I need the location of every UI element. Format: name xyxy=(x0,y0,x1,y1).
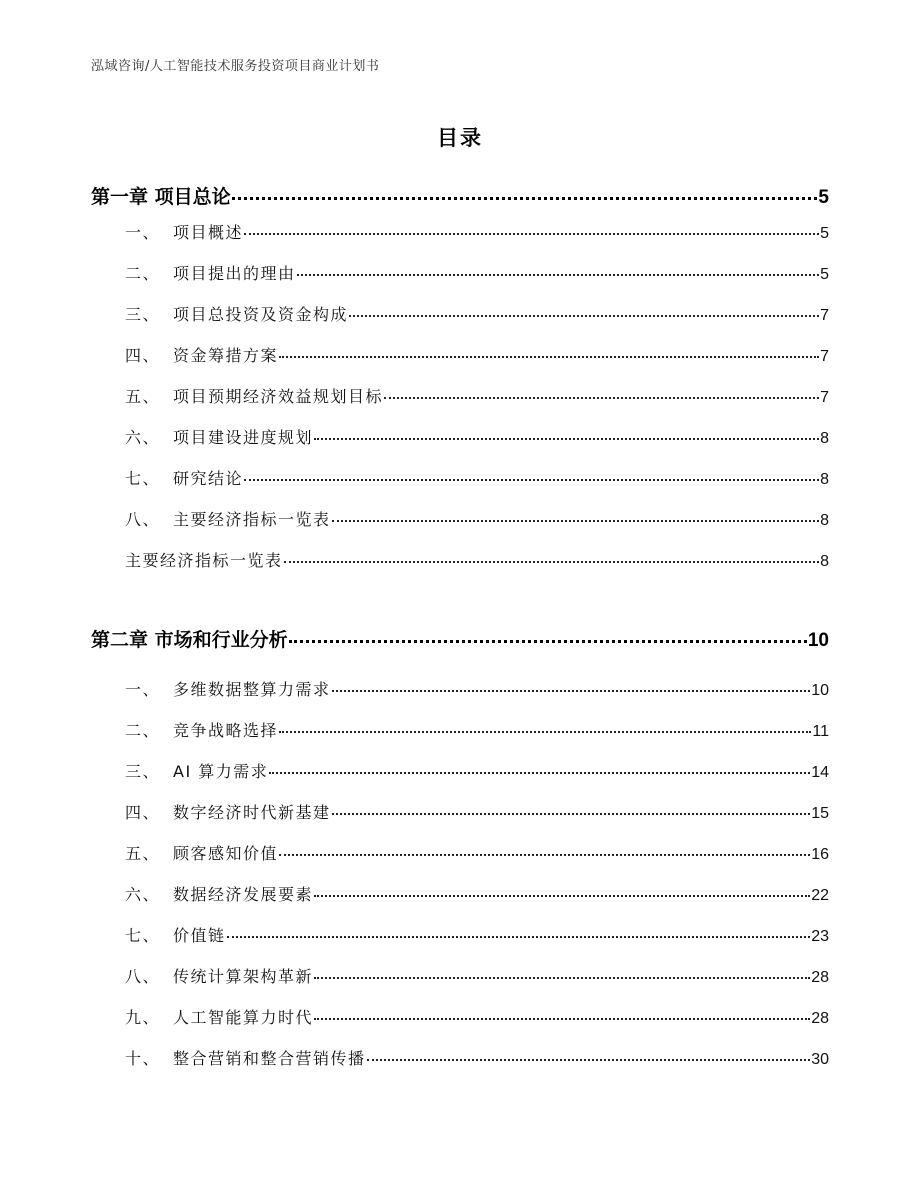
dot-leader xyxy=(279,843,810,859)
section-number: 三、 xyxy=(125,762,161,781)
toc-section[interactable] xyxy=(0,220,920,243)
section-number: 二、 xyxy=(125,264,161,283)
section-number: 三、 xyxy=(125,305,161,324)
toc-section[interactable] xyxy=(0,964,920,987)
toc-page-number: 14 xyxy=(811,764,829,781)
toc-section[interactable] xyxy=(0,261,920,284)
toc-page-number: 10 xyxy=(811,682,829,699)
section-number: 十、 xyxy=(125,1049,161,1068)
dot-leader xyxy=(297,263,820,279)
dot-leader xyxy=(367,1048,811,1064)
toc-title: 目录 xyxy=(437,126,483,150)
section-title: 人工智能算力时代 xyxy=(173,1008,314,1027)
dot-leader xyxy=(314,427,819,443)
toc-page-number: 10 xyxy=(807,630,829,651)
toc-section[interactable] xyxy=(0,384,920,407)
section-title: 项目预期经济效益规划目标 xyxy=(173,387,384,406)
running-header: 泓域咨询/人工智能技术服务投资项目商业计划书 xyxy=(91,59,380,74)
section-number: 七、 xyxy=(125,469,161,488)
section-number: 八、 xyxy=(125,510,161,529)
section-number: 六、 xyxy=(125,885,161,904)
toc-page-number: 7 xyxy=(820,389,829,406)
section-number: 一、 xyxy=(125,680,161,699)
toc-section[interactable] xyxy=(0,718,920,741)
toc-section[interactable] xyxy=(0,343,920,366)
toc-section[interactable] xyxy=(0,923,920,946)
section-number: 九、 xyxy=(125,1008,161,1027)
dot-leader xyxy=(284,550,820,566)
dot-leader xyxy=(384,386,819,402)
toc-section[interactable] xyxy=(0,841,920,864)
toc-page-number: 15 xyxy=(811,805,829,822)
section-number: 二、 xyxy=(125,721,161,740)
section-number: 六、 xyxy=(125,428,161,447)
section-number: 七、 xyxy=(125,926,161,945)
toc-page-number: 16 xyxy=(811,846,829,863)
toc-section[interactable] xyxy=(0,882,920,905)
section-title: 多维数据整算力需求 xyxy=(173,680,331,699)
section-title: 竞争战略选择 xyxy=(173,721,279,740)
toc-page-number: 5 xyxy=(818,187,829,208)
dot-leader xyxy=(232,184,818,203)
section-number: 五、 xyxy=(125,844,161,863)
section-title: 项目总投资及资金构成 xyxy=(173,305,349,324)
toc-chapter-1[interactable] xyxy=(0,182,920,209)
toc-section[interactable] xyxy=(0,1046,920,1069)
dot-leader xyxy=(332,679,811,695)
section-title: 项目提出的理由 xyxy=(173,264,296,283)
section-title: 整合营销和整合营销传播 xyxy=(173,1049,366,1068)
toc-page-number: 22 xyxy=(811,887,829,904)
toc-chapter-2[interactable] xyxy=(0,625,920,652)
section-number: 四、 xyxy=(125,346,161,365)
section-title: 主要经济指标一览表 xyxy=(173,510,331,529)
dot-leader xyxy=(244,222,819,238)
section-number: 八、 xyxy=(125,967,161,986)
dot-leader xyxy=(349,304,819,320)
section-title: 项目概述 xyxy=(173,223,244,242)
toc-page-number: 8 xyxy=(820,430,829,447)
toc-section[interactable] xyxy=(0,800,920,823)
toc-page-number: 5 xyxy=(820,225,829,242)
toc-page-number: 30 xyxy=(811,1051,829,1068)
section-number: 四、 xyxy=(125,803,161,822)
toc-section[interactable] xyxy=(0,759,920,782)
dot-leader xyxy=(332,509,820,525)
dot-leader xyxy=(244,468,819,484)
section-title: 顾客感知价值 xyxy=(173,844,279,863)
toc-section[interactable] xyxy=(0,302,920,325)
toc-page-number: 23 xyxy=(811,928,829,945)
toc-section[interactable] xyxy=(0,548,920,571)
dot-leader xyxy=(314,966,810,982)
section-number: 一、 xyxy=(125,223,161,242)
toc-section[interactable] xyxy=(0,1005,920,1028)
dot-leader xyxy=(227,925,811,941)
toc-page-number: 11 xyxy=(812,723,829,740)
section-title: 资金筹措方案 xyxy=(173,346,279,365)
toc-section[interactable] xyxy=(0,425,920,448)
toc-chapter-label: 第二章 市场和行业分析 xyxy=(91,629,288,651)
toc-page-number: 8 xyxy=(820,553,829,570)
dot-leader xyxy=(289,627,807,646)
dot-leader xyxy=(314,884,810,900)
section-title: 数字经济时代新基建 xyxy=(173,803,331,822)
section-title: AI 算力需求 xyxy=(173,762,269,781)
toc-page-number: 7 xyxy=(820,307,829,324)
toc-page-number: 5 xyxy=(820,266,829,283)
section-title: 传统计算架构革新 xyxy=(173,967,314,986)
section-number: 五、 xyxy=(125,387,161,406)
toc-page-number: 28 xyxy=(811,1010,829,1027)
section-title: 项目建设进度规划 xyxy=(173,428,314,447)
dot-leader xyxy=(269,761,810,777)
toc-chapter-label: 第一章 项目总论 xyxy=(91,186,231,208)
toc-section[interactable] xyxy=(0,466,920,489)
dot-leader xyxy=(332,802,811,818)
toc-section[interactable] xyxy=(0,677,920,700)
toc-page-number: 8 xyxy=(820,471,829,488)
toc-page-number: 8 xyxy=(820,512,829,529)
toc-page-number: 28 xyxy=(811,969,829,986)
section-title: 主要经济指标一览表 xyxy=(125,551,283,570)
dot-leader xyxy=(279,720,811,736)
toc-section[interactable] xyxy=(0,507,920,530)
dot-leader xyxy=(279,345,819,361)
section-title: 价值链 xyxy=(173,926,226,945)
dot-leader xyxy=(314,1007,810,1023)
section-title: 数据经济发展要素 xyxy=(173,885,314,904)
toc-page-number: 7 xyxy=(820,348,829,365)
section-title: 研究结论 xyxy=(173,469,244,488)
